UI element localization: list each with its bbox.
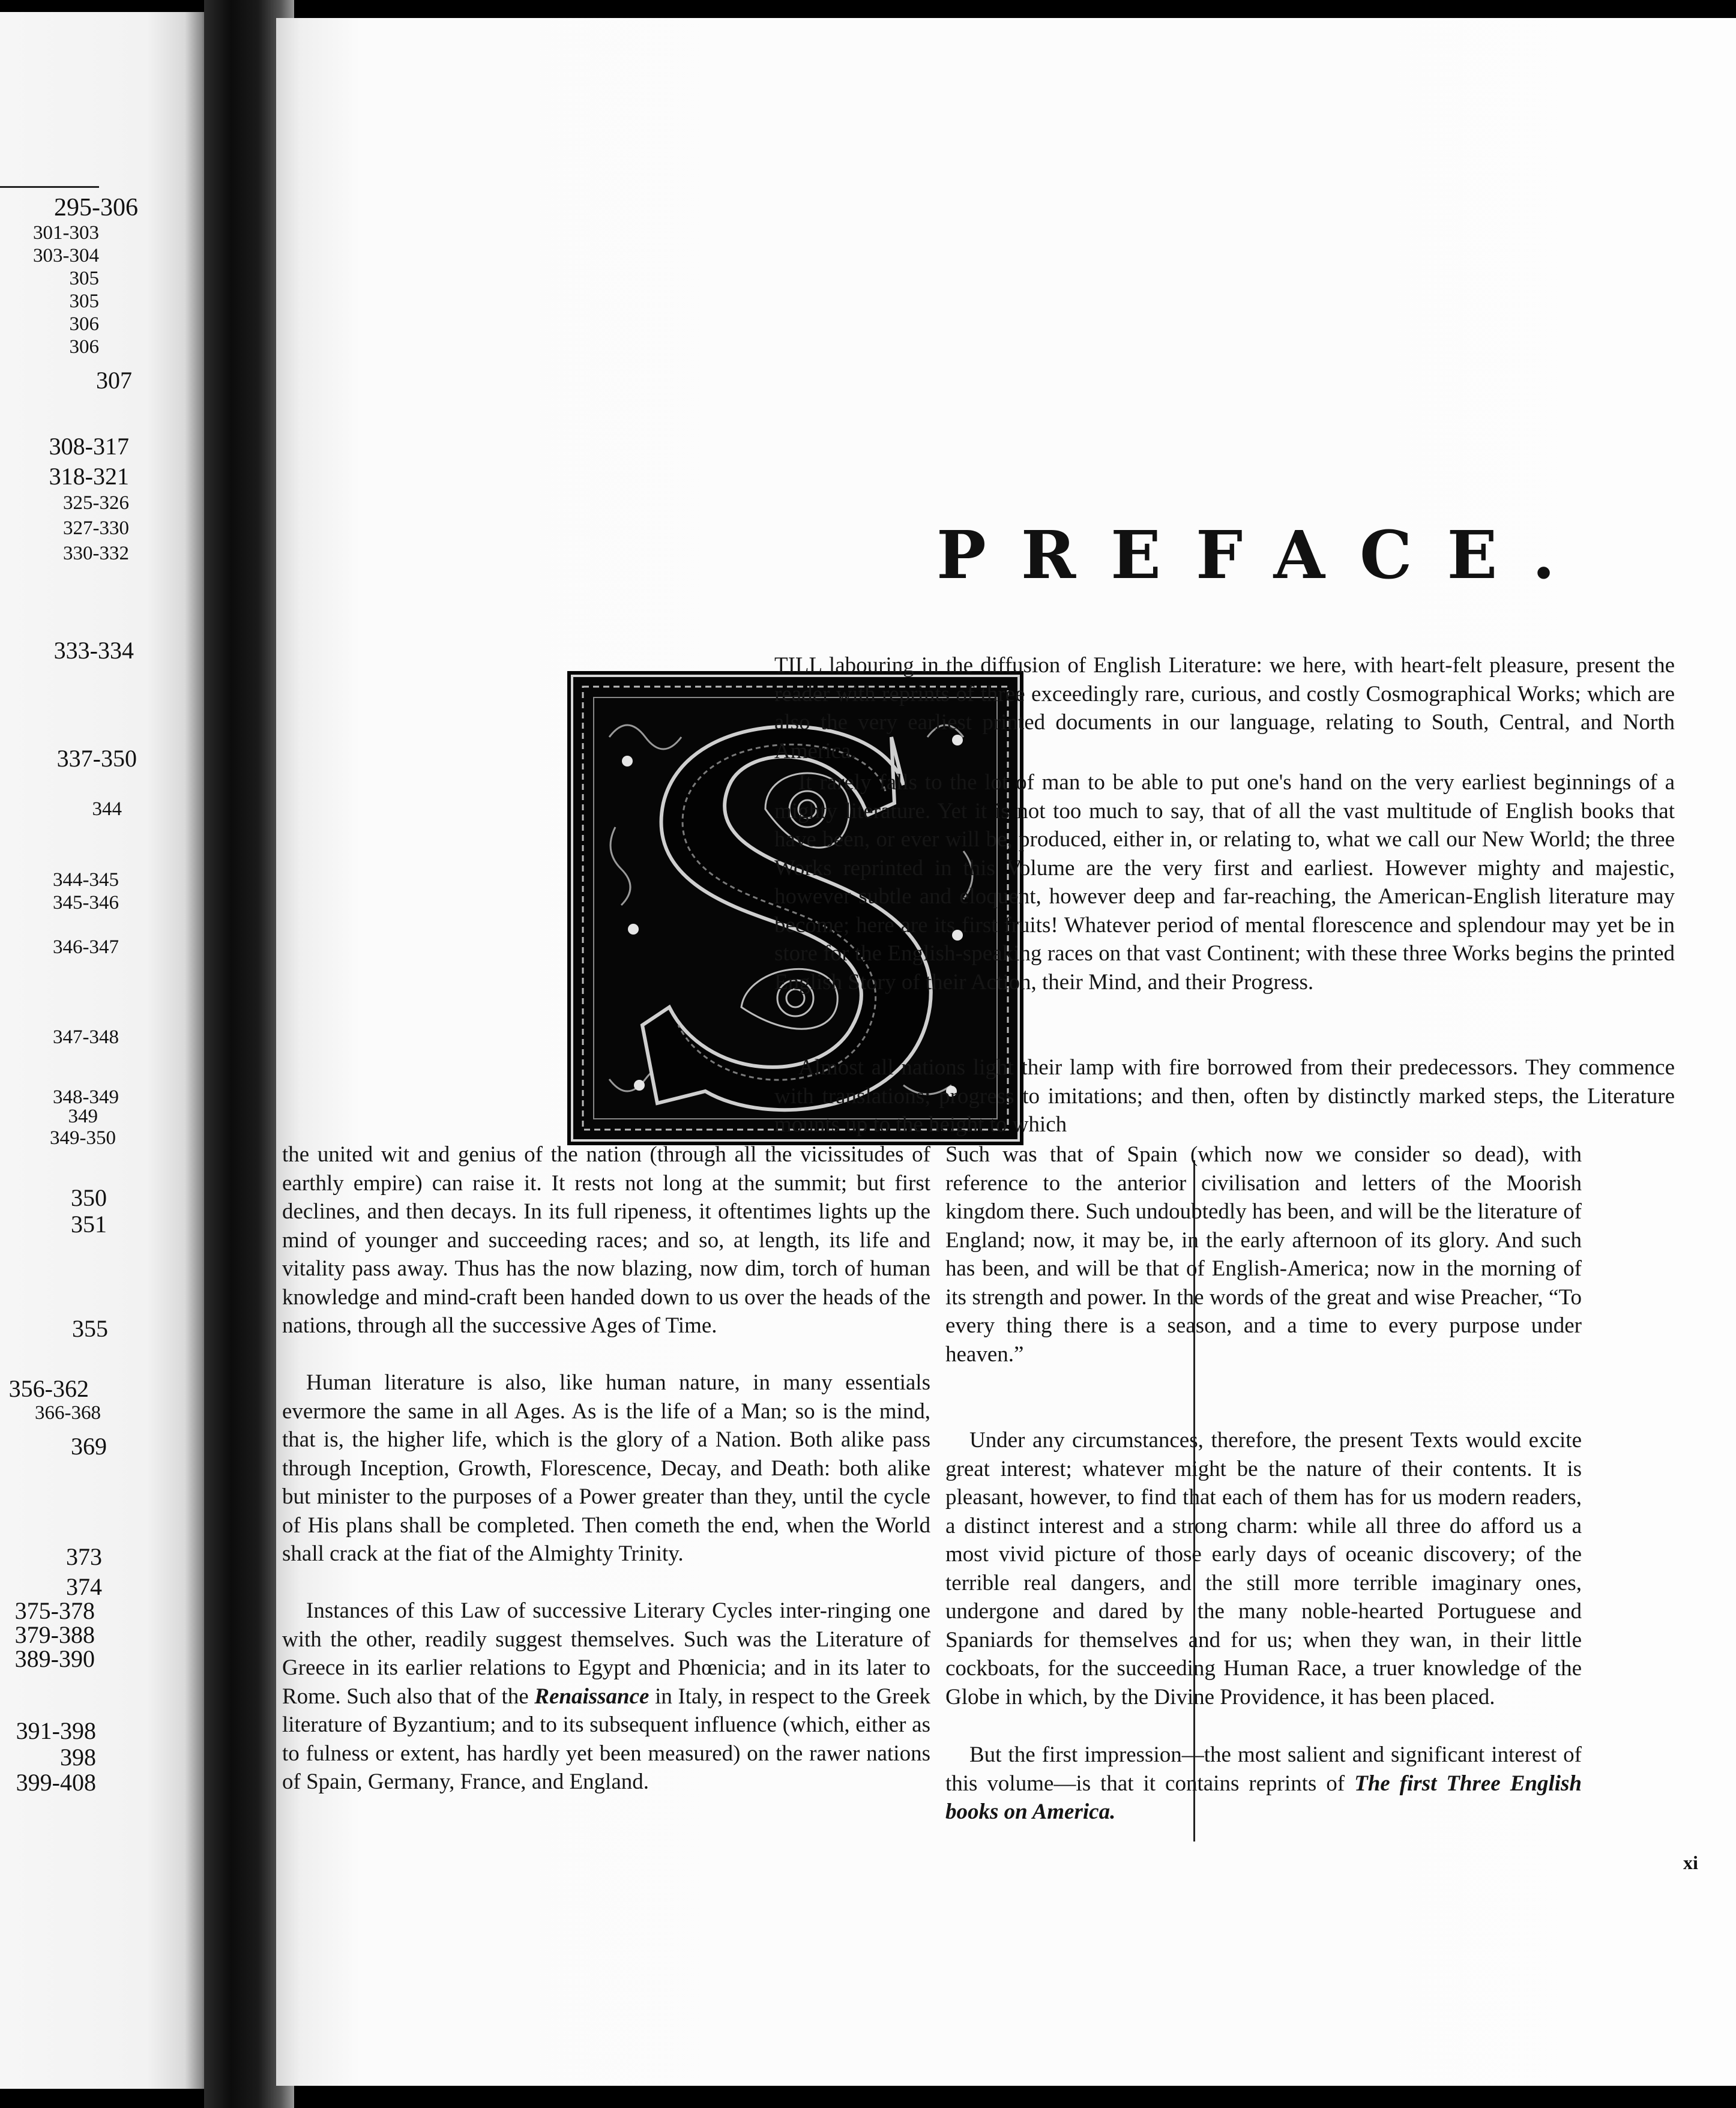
margin-page-reference: 373 bbox=[66, 1543, 102, 1570]
margin-page-reference: 306 bbox=[69, 313, 99, 335]
margin-page-reference: 374 bbox=[66, 1573, 102, 1600]
left-column-paragraph-3 bbox=[282, 1597, 930, 1796]
margin-page-reference: 337-350 bbox=[56, 745, 137, 772]
margin-page-reference: 349-350 bbox=[50, 1127, 116, 1149]
margin-page-reference: 301-303 bbox=[33, 222, 99, 244]
text-run: But the first impression—the most salient and significant interest of this volume—is that it contains reprints of bbox=[945, 1742, 1582, 1796]
margin-page-reference: 398 bbox=[60, 1744, 96, 1771]
left-column-paragraph-2: Human literature is also, like human nature, in many essentials evermore the same in all Ages. As is the life of a Man; so is the mind, that is, the higher life, which is the glory of a Nation. Both alike pass through Inception, Growth, Florescence, Decay, and Death: both alike but minister to the purposes of a Power greater than they, until the cycle of His plans shall be completed. Then cometh the end, when the World shall crack at the fiat of the Almighty Trinity. bbox=[282, 1370, 930, 1566]
right-column-paragraph-2: Under any circumstances, therefore, the present Texts would excite great interest; whatever might be the nature of their contents. It is pleasant, however, to find that each of them has for us modern readers, a distinct interest and a strong charm: while all three do afford us a most vivid picture of those early days of oceanic discovery; of the terrible real dangers, and the still more terrible imaginary ones, undergone and dared by the many noble-hearted Portuguese and Spaniards for themselves and for us; when they wan, in their little cockboats, for the succeeding Human Race, a truer knowledge of the Globe in which, by the Divine Providence, it has been placed. bbox=[945, 1428, 1582, 1709]
margin-page-reference: 348-349 bbox=[53, 1086, 119, 1108]
margin-page-reference: 391-398 bbox=[16, 1717, 96, 1744]
text-run: Instances of this Law of successive Literary Cycles inter-ringing one with the other, readily suggest themselves. Such was the Literature of Greece in its earlier relations to Egypt and Phœnicia; and in its later to Rome. Such also that of the bbox=[282, 1598, 930, 1709]
paragraph-3: Almost all nations light their lamp with fire borrowed from their predecessors. They commence with translations; progress to imitations; and then, often by distinctly marked steps, the Literature mounts up to the height to which bbox=[774, 1055, 1675, 1137]
margin-page-reference: 345-346 bbox=[53, 892, 119, 914]
margin-rule bbox=[0, 186, 99, 188]
paragraph-2: It rarely falls to the lot of man to be able to put one's hand on the very earliest beginnings of a mighty literature. Yet it is not too much to say, that of all the vast multitude of English books that have been, or ever will be, produced, either in, or relating to, what we call our New World; the three Works reprinted in this Volume are the very first and earliest. However mighty and majestic, however subtle and eloquent, however deep and far-reaching, the American-English literature may become; here are its first fruits! Whatever period of mental florescence and splendour may yet be in store for the English-speaking races on that vast Continent; with these three Works begins the printed English Story of their Action, their Mind, and their Progress. bbox=[774, 770, 1675, 995]
margin-page-reference: 295-306 bbox=[54, 194, 138, 221]
right-column-paragraph-3 bbox=[945, 1741, 1582, 1826]
margin-page-reference: 330-332 bbox=[63, 543, 129, 564]
page-title: PREFACE. bbox=[936, 516, 1590, 594]
left-column-paragraph-1: the united wit and genius of the nation (through all the vicissitudes of earthly empire) can raise it. It rests not long at the summit; but first declines, and then decays. In its full ripeness, it oftentimes lights up the mind of younger and succeeding races; and so, at length, its life and vitality pass away. Thus has the now blazing, now dim, torch of human knowledge and mind-craft been handed down to us over the heads of the nations, through all the successive Ages of Time. bbox=[282, 1142, 930, 1338]
text-run: in Italy, in respect to the Greek literature of Byzantium; and to its subsequent influence (which, either as to fulness or extent, has hardly yet been measured) on the rawer nations of Spain, Germany, France, and England. bbox=[282, 1684, 930, 1794]
page-number: xi bbox=[1683, 1852, 1698, 1873]
margin-page-reference: 347-348 bbox=[53, 1026, 119, 1048]
margin-page-reference: 303-304 bbox=[33, 245, 99, 267]
margin-page-reference: 366-368 bbox=[35, 1402, 101, 1424]
margin-page-reference: 344 bbox=[92, 798, 122, 820]
margin-page-reference: 399-408 bbox=[16, 1769, 96, 1796]
margin-page-reference: 389-390 bbox=[14, 1645, 95, 1672]
margin-page-reference: 305 bbox=[69, 268, 99, 289]
renaissance-italic: Renaissance bbox=[534, 1684, 649, 1709]
book-title-italic: The first Three English books on America. bbox=[945, 1771, 1582, 1824]
margin-page-reference: 305 bbox=[69, 291, 99, 312]
margin-page-reference: 356-362 bbox=[8, 1375, 89, 1402]
margin-page-reference: 355 bbox=[72, 1315, 108, 1342]
margin-page-reference: 308-317 bbox=[49, 433, 129, 460]
margin-page-reference: 346-347 bbox=[53, 936, 119, 958]
book-page bbox=[276, 18, 1736, 2086]
previous-page-edge bbox=[0, 12, 210, 2089]
lead-paragraph: TILL labouring in the diffusion of English Literature: we here, with heart-felt pleasure, present the reader with reprints of three exceedingly rare, curious, and costly Cosmographical Works; which are also the very earliest printed documents in our language, relating to South, Central, and North America. bbox=[774, 653, 1675, 763]
margin-page-reference: 325-326 bbox=[63, 492, 129, 514]
margin-page-reference: 344-345 bbox=[53, 869, 119, 891]
margin-page-reference: 369 bbox=[71, 1433, 107, 1460]
margin-page-reference: 351 bbox=[71, 1211, 107, 1238]
margin-page-reference: 375-378 bbox=[14, 1597, 95, 1624]
margin-page-reference: 333-334 bbox=[53, 637, 134, 664]
right-column-paragraph-1: Such was that of Spain (which now we consider so dead), with reference to the anterior civilisation and letters of the Moorish kingdom there. Such undoubtedly has been, and will be the literature of England; now, it may be, in the early afternoon of its glory. And such has been, and will be that of English-America; now in the morning of its strength and power. In the words of the great and wise Preacher, “To every thing there is a season, and a time to every purpose under heaven.” bbox=[945, 1142, 1582, 1367]
margin-page-reference: 379-388 bbox=[14, 1621, 95, 1648]
margin-page-reference: 307 bbox=[96, 367, 132, 394]
margin-page-reference: 350 bbox=[71, 1184, 107, 1211]
margin-page-reference: 327-330 bbox=[63, 517, 129, 539]
margin-page-reference: 306 bbox=[69, 336, 99, 358]
margin-page-reference: 318-321 bbox=[49, 463, 129, 490]
margin-page-reference: 349 bbox=[68, 1106, 98, 1127]
